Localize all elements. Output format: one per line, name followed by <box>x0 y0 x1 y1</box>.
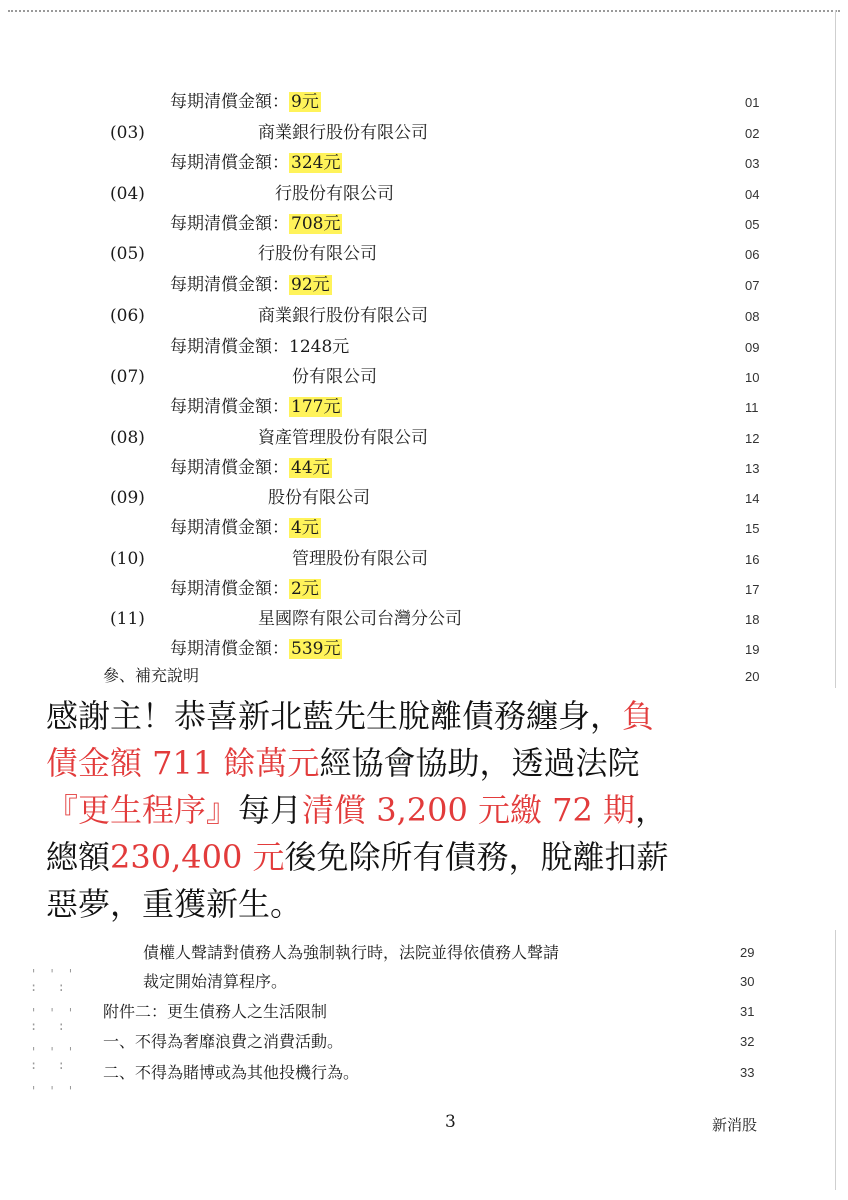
line-number: 33 <box>740 1065 755 1080</box>
restriction-item: 一、不得為奢靡浪費之消費活動。 <box>103 1032 344 1051</box>
amount-line <box>170 213 342 235</box>
creditor-name: 行股份有限公司 <box>275 184 394 204</box>
amount-value: 92元 <box>291 275 330 295</box>
creditor-index: (07) <box>110 367 145 387</box>
creditor-index: (09) <box>110 488 145 508</box>
line-number: 08 <box>745 309 760 324</box>
amount-label: 每期清償金額： <box>170 397 289 417</box>
line-number: 06 <box>745 247 760 262</box>
creditor-index: (08) <box>110 428 145 448</box>
line-number: 18 <box>745 612 760 627</box>
line-number: 30 <box>740 974 755 989</box>
amount-line <box>170 578 321 600</box>
amount-label: 每期清償金額： <box>170 579 289 599</box>
announcement-line-2 <box>46 743 639 783</box>
creditor-line <box>110 487 145 509</box>
body-text-line: 裁定開始清算程序。 <box>143 972 288 991</box>
amount-line <box>170 517 321 539</box>
amount-value: 9元 <box>291 92 319 112</box>
amount-label: 每期清償金額： <box>170 275 289 295</box>
appendix-title: 附件二：更生債務人之生活限制 <box>103 1002 328 1021</box>
line-number: 02 <box>745 126 760 141</box>
amount-value: 2元 <box>291 579 319 599</box>
announcement-line-1 <box>46 696 654 736</box>
creditor-index: (03) <box>110 123 145 143</box>
announcement-text: ， <box>635 791 668 829</box>
binding-hole-marks: ' ' ' : : ' ' ' : : ' ' ' : : ' ' ' <box>30 967 77 1098</box>
amount-line <box>170 638 342 660</box>
announcement-line-4 <box>46 837 669 877</box>
announcement-highlight: 『更生程序』 <box>46 791 239 829</box>
line-number: 29 <box>740 945 755 960</box>
announcement-text: 總額 <box>46 838 111 876</box>
amount-label: 每期清償金額： <box>170 337 289 357</box>
top-dotted-border <box>8 10 840 12</box>
announcement-highlight: 債金額 711 餘萬元 <box>46 744 320 782</box>
line-number: 05 <box>745 217 760 232</box>
body-text-line: 債權人聲請對債務人為強制執行時，法院並得依債務人聲請 <box>143 943 560 962</box>
amount-value: 539元 <box>291 639 341 659</box>
announcement-text: 感謝主！恭喜新北藍先生脫離債務纏身， <box>46 697 623 735</box>
section-title: 參、補充說明 <box>103 666 200 685</box>
creditor-line <box>110 305 145 327</box>
line-number: 15 <box>745 521 760 536</box>
line-number: 07 <box>745 278 760 293</box>
announcement-highlight: 負 <box>622 697 655 735</box>
restriction-item: 二、不得為賭博或為其他投機行為。 <box>103 1063 360 1082</box>
announcement-highlight: 230,400 元 <box>110 838 285 876</box>
line-number: 19 <box>745 642 760 657</box>
amount-label: 每期清償金額： <box>170 639 289 659</box>
amount-value: 177元 <box>291 397 341 417</box>
line-number: 12 <box>745 431 760 446</box>
creditor-line <box>110 427 145 449</box>
creditor-name: 星國際有限公司台灣分公司 <box>258 609 462 629</box>
amount-line <box>170 91 321 113</box>
line-number: 20 <box>745 669 760 684</box>
line-number: 11 <box>745 400 759 415</box>
line-number: 10 <box>745 370 760 385</box>
line-number: 03 <box>745 156 760 171</box>
creditor-index: (10) <box>110 549 145 569</box>
amount-label: 每期清償金額： <box>170 518 289 538</box>
announcement-line-5: 惡夢，重獲新生。 <box>46 885 303 923</box>
amount-value: 1248元 <box>289 337 350 357</box>
announcement-text: 經協會協助，透過法院 <box>319 744 640 782</box>
creditor-index: (05) <box>110 244 145 264</box>
amount-value: 4元 <box>291 518 319 538</box>
creditor-index: (06) <box>110 306 145 326</box>
right-page-edge <box>835 10 836 1190</box>
amount-label: 每期清償金額： <box>170 92 289 112</box>
creditor-index: (04) <box>110 184 145 204</box>
creditor-line <box>110 608 145 630</box>
creditor-name: 行股份有限公司 <box>258 244 377 264</box>
amount-line <box>170 457 332 479</box>
page-number: 3 <box>445 1112 456 1132</box>
announcement-overlay <box>0 688 848 930</box>
line-number: 01 <box>745 95 760 110</box>
line-number: 16 <box>745 552 760 567</box>
line-number: 09 <box>745 340 760 355</box>
creditor-line <box>110 243 145 265</box>
announcement-line-3 <box>46 790 667 830</box>
creditor-name: 商業銀行股份有限公司 <box>258 123 428 143</box>
creditor-line <box>110 122 145 144</box>
announcement-text: 後免除所有債務，脫離扣薪 <box>284 838 669 876</box>
line-number: 14 <box>745 491 760 506</box>
creditor-name: 資產管理股份有限公司 <box>258 428 428 448</box>
amount-label: 每期清償金額： <box>170 214 289 234</box>
creditor-name: 商業銀行股份有限公司 <box>258 306 428 326</box>
amount-line <box>170 396 342 418</box>
creditor-name: 份有限公司 <box>292 367 377 387</box>
creditor-name: 股份有限公司 <box>268 488 370 508</box>
creditor-name: 管理股份有限公司 <box>292 549 428 569</box>
amount-line <box>170 274 332 296</box>
amount-value: 44元 <box>291 458 330 478</box>
line-number: 04 <box>745 187 760 202</box>
creditor-line <box>110 366 145 388</box>
creditor-line <box>110 183 145 205</box>
amount-line <box>170 336 349 358</box>
line-number: 17 <box>745 582 760 597</box>
line-number: 13 <box>745 461 760 476</box>
creditor-line <box>110 548 145 570</box>
line-number: 32 <box>740 1034 755 1049</box>
amount-label: 每期清償金額： <box>170 458 289 478</box>
amount-value: 324元 <box>291 153 341 173</box>
amount-value: 708元 <box>291 214 341 234</box>
footer-tag: 新消股 <box>712 1116 758 1134</box>
amount-label: 每期清償金額： <box>170 153 289 173</box>
line-number: 31 <box>740 1004 755 1019</box>
announcement-highlight: 清償 3,200 元繳 72 期 <box>302 791 636 829</box>
creditor-index: (11) <box>110 609 145 629</box>
amount-line <box>170 152 342 174</box>
announcement-text: 每月 <box>238 791 303 829</box>
